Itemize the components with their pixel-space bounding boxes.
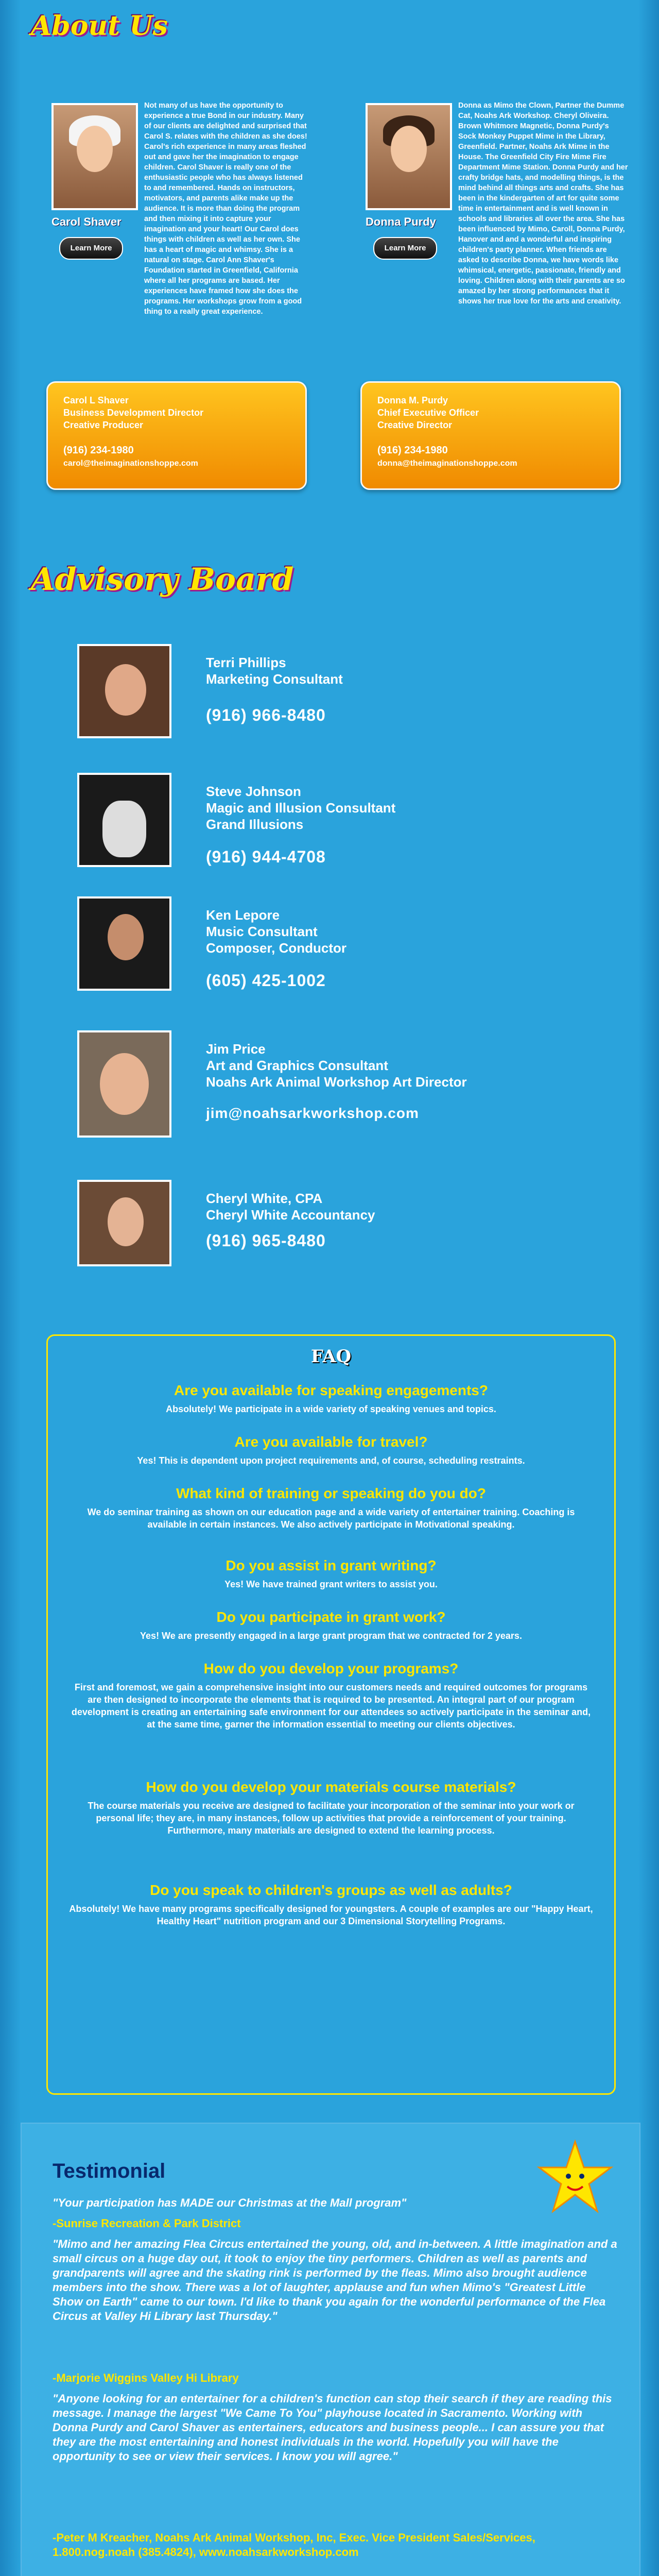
advisory-contact: (916) 965-8480 (206, 1231, 326, 1250)
testimonial-source: -Peter M Kreacher, Noahs Ark Animal Workshop, Inc, Exec. Vice President Sales/Services, 1.800.nog.noah (385.4824), www.noahsarkworkshop.com (53, 2531, 535, 2558)
advisory-company: Noahs Ark Animal Workshop Art Director (206, 1074, 467, 1090)
faq-answer: Yes! We have trained grant writers to assist you. (224, 1579, 438, 1589)
about-title: About Us (31, 10, 168, 42)
donna-box-role: Creative Director (377, 420, 453, 430)
carol-contact-box (46, 381, 307, 490)
advisory-member (77, 644, 592, 747)
faq-answer: We do seminar training as shown on our education page and a wide variety of entertainer training. Coaching is available in certain instances. We also actively participate in Motivational speaking. (87, 1507, 575, 1530)
faq-answer: Absolutely! We participate in a wide variety of speaking venues and topics. (166, 1404, 496, 1414)
donna-contact-box (360, 381, 621, 490)
about-card-donna (350, 93, 638, 371)
advisory-contact: (916) 944-4708 (206, 848, 326, 866)
testimonial-quote: "Your participation has MADE our Christmas at the Mall program" (53, 2196, 407, 2209)
advisory-role: Magic and Illusion Consultant (206, 800, 396, 816)
advisory-title: Advisory Board (31, 562, 294, 598)
faq-question: Are you available for speaking engagements? (174, 1382, 488, 1398)
faq-question: Do you speak to children's groups as well as adults? (150, 1882, 512, 1898)
carol-box-email[interactable]: carol@theimaginationshoppe.com (63, 459, 198, 468)
steve-photo (77, 773, 171, 867)
donna-bio: Donna as Mimo the Clown, Partner the Dumme Cat, Noahs Ark Workshop. Cheryl Oliveira. Brown Whitmore Magnetic, Donna Purdy's Sock Monkey Puppet Mime in the Library, Greenfield. Partner, Noahs Ark Mime in the House. The Greenfield City Fire Mime Fire Department Mime Station. Donna Purdy and her crafty bridge hats, and modelling things, is the mind behind all things arts and crafts. She has been in the kindergarten of art for quite some time in entertainment and is well known in schools and libraries all over the area. She has been influenced by Mimo, Caroll, Donna Purdy, Hanover and and a wonderful and inspiring children's party planner. When friends are asked to describe Donna, we have words like whimsical, energetic, passionate, friendly and loving. Children along with their parents are so amazed by her strong performances that it shows her true love for the arts and creativity. (458, 101, 628, 306)
advisory-company: Grand Illusions (206, 817, 304, 832)
advisory-member (77, 1180, 592, 1283)
advisory-name: Steve Johnson (206, 784, 301, 799)
donna-name: Donna Purdy (366, 215, 436, 228)
advisory-member (77, 896, 592, 999)
faq-answer: The course materials you receive are designed to facilitate your incorporation of the seminar into your work or personal life; they are, in many instances, follow up activities that provide a reinforcement of your training. Furthermore, many materials are designed to extend the learning process. (88, 1801, 575, 1836)
testimonial-quote: "Anyone looking for an entertainer for a children's function can stop their search if they are reading this message. I manage the largest "We Came To You" playhouse located in Sacramento. Working with Donna Purdy and Carol Shaver as entertainers, educators and business people... I can assure you that they are the most entertaining and honest individuals in the world. Hopefully you will have the opportunity to see or view their services. I know you will agree." (53, 2392, 612, 2463)
advisory-contact: (605) 425-1002 (206, 971, 326, 990)
advisory-name: Terri Phillips (206, 655, 286, 670)
advisory-member (77, 773, 592, 876)
jim-photo (77, 1030, 171, 1138)
faq-answer: Yes! We are presently engaged in a large grant program that we contracted for 2 years. (140, 1631, 522, 1641)
advisory-company: Composer, Conductor (206, 940, 347, 956)
faq-answer: Absolutely! We have many programs specifically designed for youngsters. A couple of examples are our "Happy Heart, Healthy Heart" nutrition program and our 3 Dimensional Storytelling Programs. (69, 1904, 593, 1926)
faq-question: Are you available for travel? (234, 1434, 428, 1450)
carol-bio: Not many of us have the opportunity to experience a true Bond in our industry. Many of our clients are delighted and surprised that Carol S. relates with the children as she does! Carol's rich experience in many areas fleshed out and gave her the imagination to engage children. Carol Shaver is really one of the enthusiastic people who has always listened to and remembered. Hands on instructors, motivators, and parents alike make up the audience. It is more than doing the program and then mixing it into capture your imagination and your heart! Our Carol does things with children as well as her own. She has a heart of magic and whimsy. She is a natural on stage. Carol Ann Shaver's Foundation started in Greenfield, California where all her programs are based. Her experiences have framed how she does the programs. Her workshops grow from a good thing to a really great experience. (144, 101, 307, 316)
carol-photo (51, 103, 138, 210)
faq-question: What kind of training or speaking do you do? (176, 1485, 486, 1501)
advisory-contact: (916) 966-8480 (206, 706, 326, 724)
donna-learn-more-button[interactable]: Learn More (373, 237, 437, 260)
carol-box-role: Creative Producer (63, 420, 144, 430)
carol-box-title: Business Development Director (63, 408, 204, 418)
faq-question: Do you participate in grant work? (216, 1609, 446, 1625)
advisory-member (77, 1030, 592, 1133)
donna-box-phone: (916) 234-1980 (377, 445, 448, 456)
faq-question: How do you develop your materials course materials? (146, 1779, 516, 1795)
donna-box-name: Donna M. Purdy (377, 395, 448, 405)
donna-photo (366, 103, 452, 210)
advisory-role: Music Consultant (206, 924, 318, 939)
advisory-role: Marketing Consultant (206, 671, 343, 687)
carol-box-name: Carol L Shaver (63, 395, 129, 405)
carol-name: Carol Shaver (51, 215, 122, 228)
testimonial-title: Testimonial (53, 2160, 166, 2182)
advisory-role: Cheryl White Accountancy (206, 1207, 375, 1223)
testimonial-quote: "Mimo and her amazing Flea Circus entertained the young, old, and in-between. A little imagination and a small circus on a huge day out, it took to enjoy the tiny performers. Children as well as parents and grandparents will agree and the skating rink is performed by the fleas. Mimo also brought audience members into the show. There was a lot of laughter, applause and fun when Mimo's "Greatest Little Show on Earth" came to our town. I'd like to thank you again for the wonderful performance of the Flea Circus at Valley Hi Library last Thursday." (53, 2238, 617, 2323)
advisory-name: Ken Lepore (206, 907, 280, 923)
testimonial-source: -Sunrise Recreation & Park District (53, 2217, 241, 2230)
advisory-role: Art and Graphics Consultant (206, 1058, 388, 1073)
faq-question: How do you develop your programs? (203, 1660, 459, 1676)
cheryl-photo (77, 1180, 171, 1266)
faq-question: Do you assist in grant writing? (226, 1557, 437, 1573)
advisory-name: Jim Price (206, 1041, 266, 1057)
carol-learn-more-button[interactable]: Learn More (59, 237, 123, 260)
about-card-carol (31, 93, 319, 371)
terri-photo (77, 644, 171, 738)
advisory-name: Cheryl White, CPA (206, 1191, 323, 1206)
donna-box-email[interactable]: donna@theimaginationshoppe.com (377, 459, 517, 468)
advisory-contact[interactable]: jim@noahsarkworkshop.com (206, 1105, 419, 1121)
donna-box-title: Chief Executive Officer (377, 408, 479, 418)
testimonial-source: -Marjorie Wiggins Valley Hi Library (53, 2371, 239, 2384)
carol-box-phone: (916) 234-1980 (63, 445, 134, 456)
faq-title: FAQ (310, 1346, 352, 1367)
ken-photo (77, 896, 171, 991)
faq-answer: Yes! This is dependent upon project requirements and, of course, scheduling restraints. (137, 1455, 525, 1466)
faq-answer: First and foremost, we gain a comprehensive insight into our customers needs and required outcomes for programs are then designed to incorporate the elements that is required to be presented. An integral part of our program development is creating an entertaining safe environment for our attendees so actively participate in the seminar and, at the same time, garner the information essential to meeting our clients objectives. (71, 1682, 591, 1730)
faq-panel (46, 1334, 616, 2095)
testimonial-panel (21, 2123, 640, 2576)
